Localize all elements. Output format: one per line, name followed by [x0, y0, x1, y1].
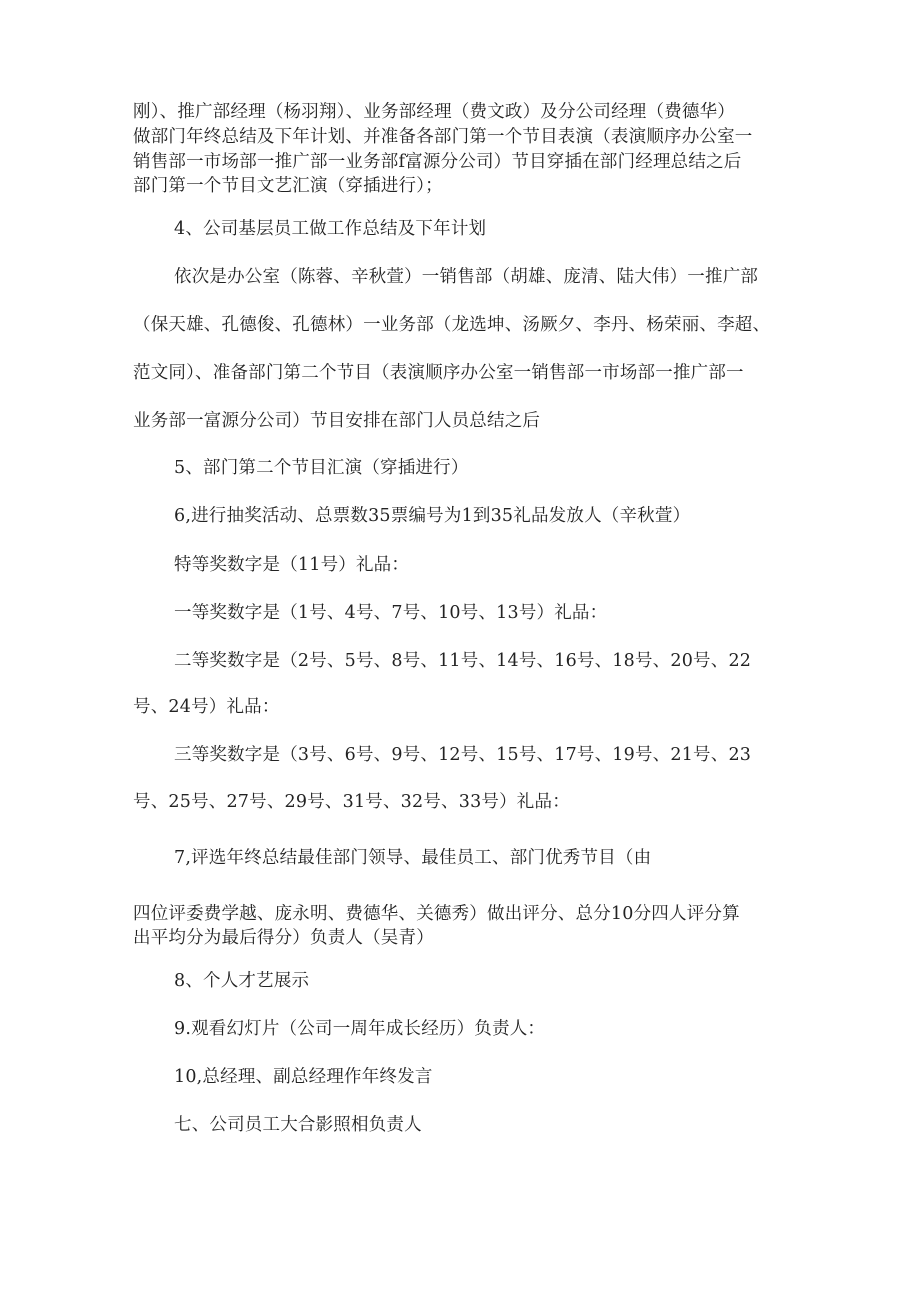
section-heading: 9.观看幻灯片（公司一周年成长经历）负责人：	[174, 1019, 546, 1039]
section-heading: 4、公司基层员工做工作总结及下年计划	[174, 219, 487, 239]
text-line: 出平均分为最后得分）负责人（吴青）	[133, 928, 434, 948]
text-line: 做部门年终总结及下年计划、并准备各部门第一个节目表演（表演顺序办公室一	[133, 127, 753, 147]
section-heading: 8、个人才艺展示	[174, 971, 310, 991]
text-line: 业务部一富源分公司）节目安排在部门人员总结之后	[133, 411, 541, 431]
section-heading: 七、公司员工大合影照相负责人	[174, 1115, 422, 1135]
section-heading: 7,评选年终总结最佳部门领导、最佳员工、部门优秀节目（由	[174, 848, 652, 868]
prize-line: 二等奖数字是（2号、5号、8号、11号、14号、16号、18号、20号、22	[174, 651, 752, 671]
prize-line: 号、24号）礼品：	[133, 697, 280, 717]
prize-line: 号、25号、27号、29号、31号、32号、33号）礼品：	[133, 792, 570, 812]
text-line: （保天雄、孔德俊、孔德林）一业务部（龙选坤、汤厥夕、李丹、杨荣丽、李超、	[133, 315, 771, 335]
text-line: 依次是办公室（陈蓉、辛秋萱）一销售部（胡雄、庞清、陆大伟）一推广部	[174, 267, 759, 287]
section-heading: 5、部门第二个节目汇演（穿插进行）	[174, 458, 469, 478]
prize-line: 特等奖数字是（11号）礼品：	[174, 555, 410, 575]
text-line: 四位评委费学越、庞永明、费德华、关德秀）做出评分、总分10分四人评分算	[133, 904, 740, 924]
prize-line: 一等奖数字是（1号、4号、7号、10号、13号）礼品：	[174, 603, 608, 623]
section-heading: 6,进行抽奖活动、总票数35票编号为1到35礼品发放人（辛秋萱）	[174, 506, 691, 526]
text-line: 销售部一市场部一推广部一业务部f富源分公司）节目穿插在部门经理总结之后	[133, 152, 742, 172]
text-line: 刚）、推广部经理（杨羽翔）、业务部经理（费文政）及分公司经理（费德华）	[133, 102, 735, 122]
text-line: 范文同）、准备部门第二个节目（表演顺序办公室一销售部一市场部一推广部一	[133, 363, 744, 383]
text-line: 部门第一个节目文艺汇演（穿插进行）；	[133, 176, 443, 196]
prize-line: 三等奖数字是（3号、6号、9号、12号、15号、17号、19号、21号、23	[174, 745, 752, 765]
section-heading: 10,总经理、副总经理作年终发言	[174, 1067, 433, 1087]
